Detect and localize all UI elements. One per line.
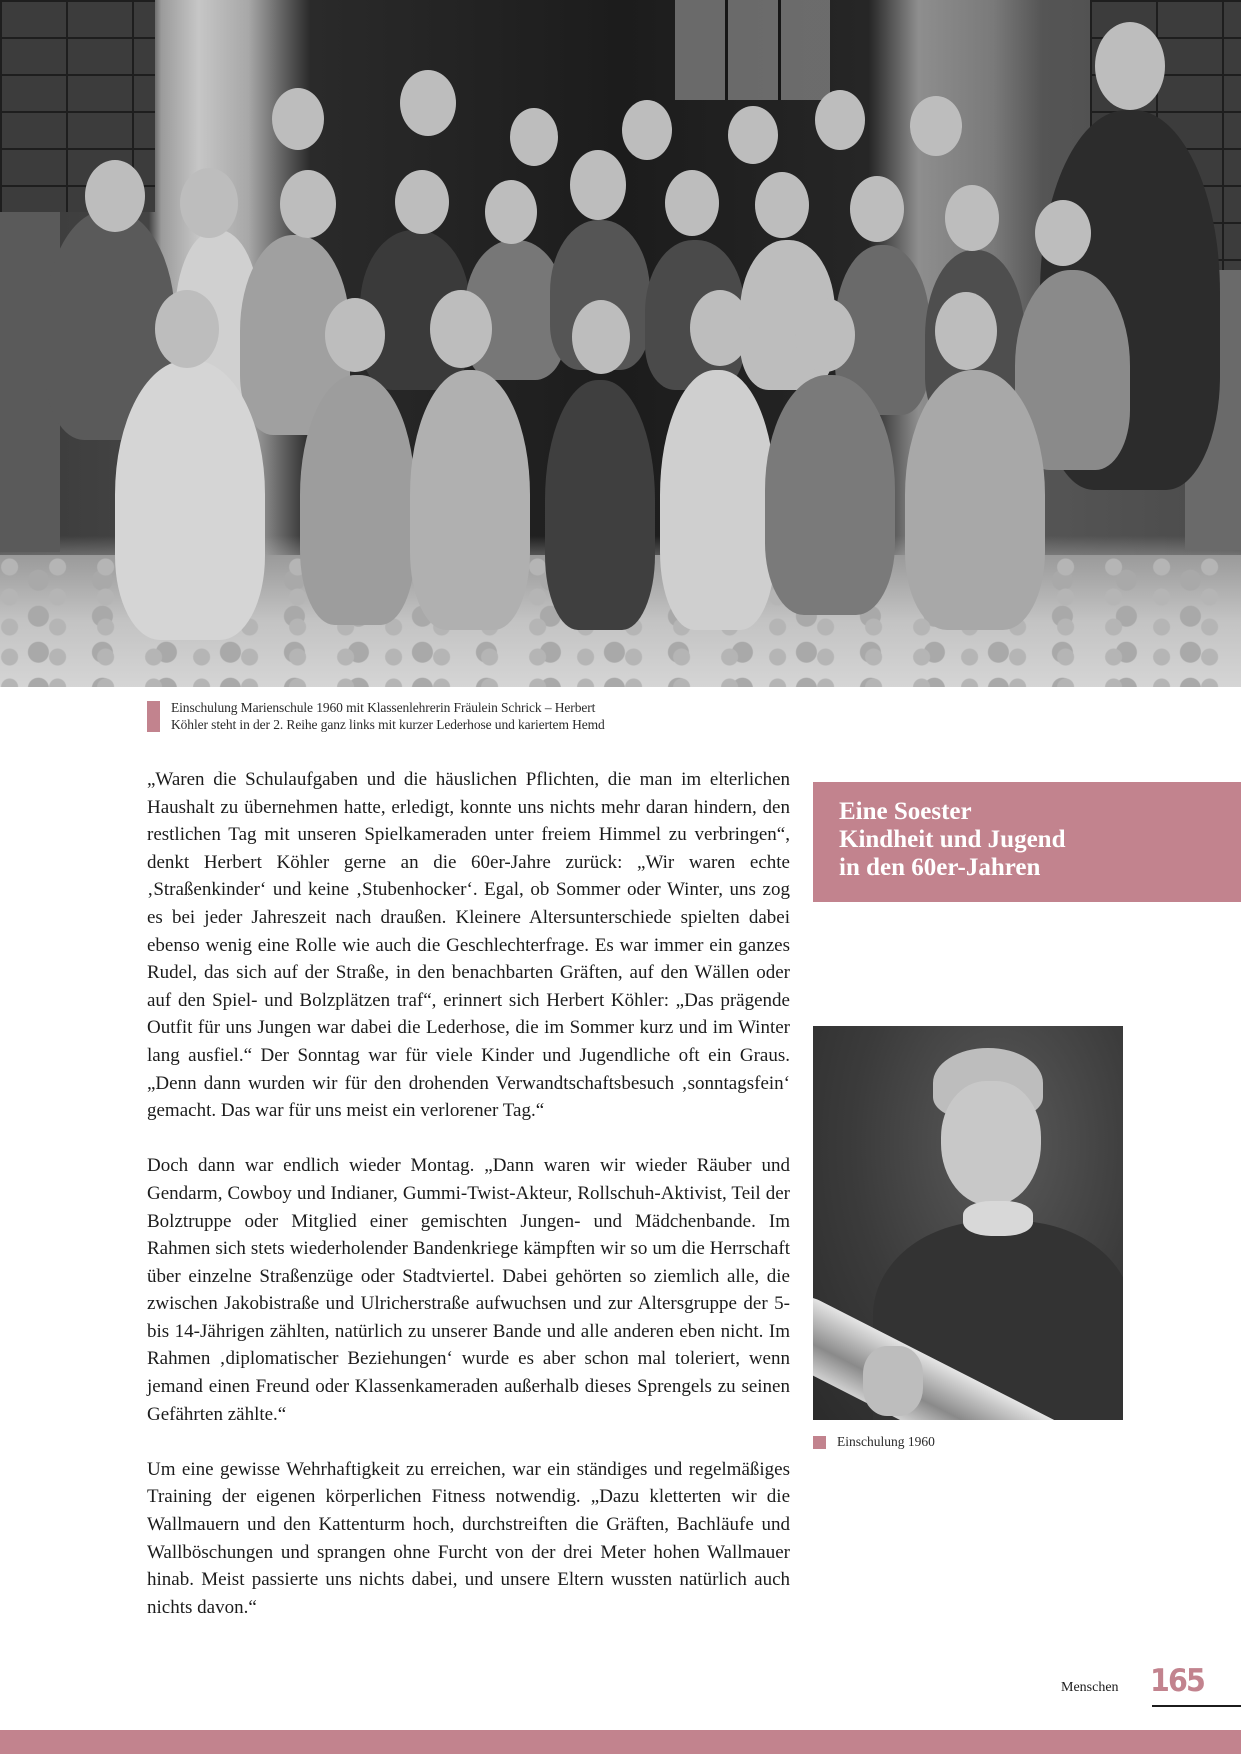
caption-line: Köhler steht in der 2. Reihe ganz links mit kurzer Lederhose und kariertem Hemd xyxy=(171,716,605,732)
photo-child-figure xyxy=(690,290,750,366)
photo-child-figure xyxy=(300,375,415,625)
photo-child-figure xyxy=(935,292,997,370)
photo-child-figure xyxy=(905,370,1045,630)
caption-marker xyxy=(813,1436,826,1449)
portrait-photo xyxy=(813,1026,1123,1420)
photo-child-figure xyxy=(325,298,385,372)
photo-child-figure xyxy=(1035,200,1091,266)
class-group-photo xyxy=(0,0,1241,687)
photo-child-figure xyxy=(622,100,672,160)
caption-marker xyxy=(147,701,160,732)
title-line: Eine Soester xyxy=(839,798,972,825)
photo-child-figure xyxy=(545,380,655,630)
photo-child-figure xyxy=(180,168,238,238)
article-paragraph: Doch dann war endlich wieder Montag. „Dann waren wir wieder Räuber und Gendarm, Cowboy und Indianer, Gummi-Twist-Akteur, Rollschuh-Aktivist, Teil der Bolztruppe oder Mitglied einer gemischten Jungen- und Mädchenbande. Im Rahmen sich stets wiederholender Bandenkriege kämpften wir so um die Herrschaft über einzelne Straßenzüge oder Stadtviertel. Dabei gehörten so ziemlich alle, die zwischen Jakobistraße und Ulricherstraße aufwuchsen und zur Altersgruppe der 5- bis 14-Jährigen zählten, natürlich zu unserer Bande und alle anderen eben nicht. Im Rahmen ‚diplomatischer Beziehungen‘ wurde es aber schon mal toleriert, wenn jemand einen Freund oder Klassenkameraden außerhalb dieses Sprengels zu seinen Gefährten zählte.“ xyxy=(147,1155,790,1425)
photo-child-figure xyxy=(945,185,999,251)
footer-band xyxy=(0,1730,1241,1754)
page-number: 165 xyxy=(1150,1663,1205,1699)
section-label: Menschen xyxy=(1061,1680,1119,1695)
article-paragraph: „Waren die Schulaufgaben und die häuslichen Pflichten, die man im elterlichen Haushalt zu übernehmen hatte, erledigt, konnte uns nichts mehr daran hindern, den restlichen Tag mit unseren Spielkameraden unter freiem Himmel zu verbringen“, denkt Herbert Köhler gerne an die 60er-Jahre zurück: „Wir waren echte ‚Straßenkinder‘ und keine ‚Stubenhocker‘. Egal, ob Sommer oder Winter, uns zog es bei jeder Jahreszeit nach draußen. Kleinere Altersunterschiede spielten dabei ebenso wenig eine Rolle wie auch die Geschlechterfrage. Es war immer ein ganzes Rudel, das sich auf der Straße, in den benachbarten Gräften, auf den Wällen oder auf den Spiel- und Bolzplätzen traf“, erinnert sich Herbert Köhler: „Das prägende Outfit für uns Jungen war dabei die Lederhose, die im Sommer kurz und im Winter lang ausfiel.“ Der Sonntag war für viele Kinder und Jugendliche oft ein Graus. „Denn dann wurden wir für den drohenden Verwandtschaftsbesuch ‚sonntagsfein‘ gemacht. Das war für uns meist ein verlorener Tag.“ xyxy=(147,769,790,1122)
photo-child-figure xyxy=(765,375,895,615)
photo-child-figure xyxy=(85,160,145,232)
article-body xyxy=(147,766,790,1649)
photo-child-figure xyxy=(815,90,865,150)
photo-child-figure xyxy=(795,298,855,372)
article-title-box xyxy=(813,782,1241,902)
photo-child-figure xyxy=(395,170,449,234)
footer-rule xyxy=(1152,1705,1241,1707)
photo-child-figure xyxy=(400,70,456,136)
photo-child-figure xyxy=(910,96,962,156)
photo-child-figure xyxy=(510,108,558,166)
photo-child-figure xyxy=(115,360,265,640)
photo-teacher-figure xyxy=(1095,22,1165,110)
portrait-face xyxy=(941,1081,1041,1206)
article-title xyxy=(839,798,1229,882)
portrait-caption: Einschulung 1960 xyxy=(837,1434,935,1449)
photo-child-figure xyxy=(728,106,778,164)
title-line: in den 60er-Jahren xyxy=(839,854,1041,881)
photo-child-figure xyxy=(430,290,492,368)
photo-child-figure xyxy=(570,150,626,220)
photo-door-window xyxy=(675,0,830,100)
portrait-hand xyxy=(863,1346,923,1416)
portrait-collar xyxy=(963,1201,1033,1236)
photo-child-figure xyxy=(572,300,630,374)
photo-child-figure xyxy=(272,88,324,150)
photo-child-figure xyxy=(155,290,219,368)
article-paragraph: Um eine gewisse Wehrhaftigkeit zu erreichen, war ein ständiges und regelmäßiges Training der eigenen körperlichen Fitness notwendig. „Dazu kletterten wir die Wallmauern und den Kattenturm hoch, durchstreiften die Gräften, Bachläufe und Wallböschungen und sprangen ohne Furcht von der drei Meter hohen Wallmauer hinab. Meist passierte uns nichts dabei, und unsere Eltern wussten natürlich auch nichts davon.“ xyxy=(147,1458,790,1618)
photo-child-figure xyxy=(280,170,336,238)
photo-child-figure xyxy=(665,170,719,236)
photo-child-figure xyxy=(850,176,904,242)
photo-child-figure xyxy=(755,172,809,238)
group-photo-caption xyxy=(171,700,731,733)
photo-child-figure xyxy=(660,370,775,630)
title-line: Kindheit und Jugend xyxy=(839,826,1066,853)
photo-child-figure xyxy=(410,370,530,630)
caption-line: Einschulung Marienschule 1960 mit Klassenlehrerin Fräulein Schrick – Herbert xyxy=(171,700,596,715)
photo-child-figure xyxy=(485,180,537,244)
